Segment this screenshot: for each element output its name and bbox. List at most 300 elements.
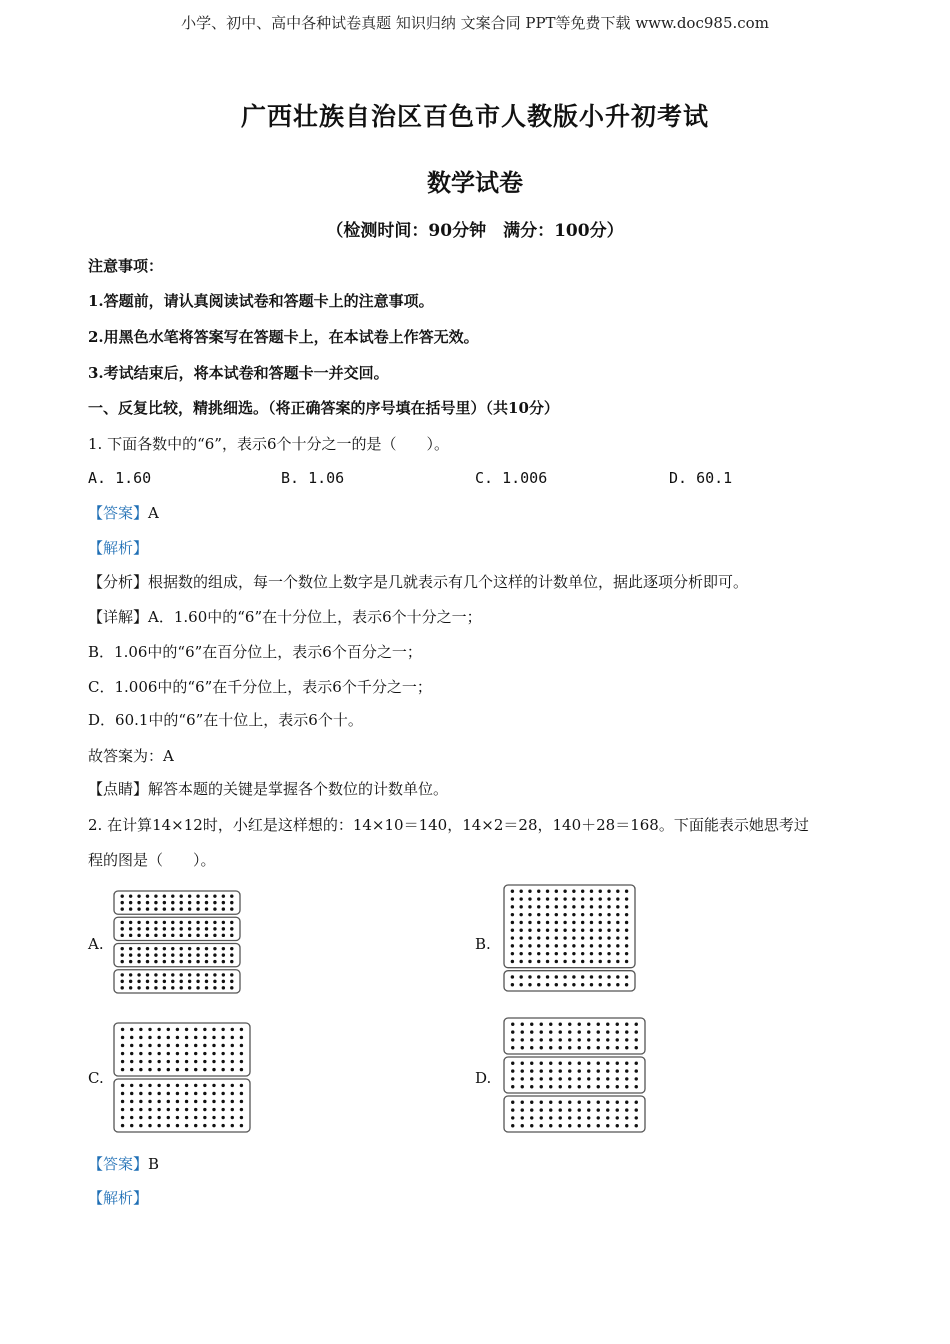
dot bbox=[530, 1085, 533, 1088]
dot bbox=[519, 890, 522, 893]
dot bbox=[537, 944, 540, 947]
dot bbox=[528, 983, 531, 986]
dot bbox=[563, 921, 566, 924]
dot bbox=[616, 1030, 619, 1033]
dot bbox=[606, 1116, 609, 1119]
dot bbox=[163, 901, 166, 904]
dot bbox=[555, 929, 558, 932]
detail-line: D．60.1中的“6”在十位上，表示6个十。 bbox=[88, 711, 363, 729]
dot bbox=[521, 1085, 524, 1088]
dot bbox=[559, 1085, 562, 1088]
dot bbox=[519, 897, 522, 900]
dot bbox=[148, 1036, 151, 1039]
dot bbox=[137, 960, 140, 963]
dot bbox=[616, 929, 619, 932]
dot bbox=[171, 894, 174, 897]
dot bbox=[511, 897, 514, 900]
dot bbox=[521, 1062, 524, 1065]
dot bbox=[559, 1062, 562, 1065]
dot bbox=[137, 927, 140, 930]
dot bbox=[167, 1068, 170, 1071]
dot bbox=[167, 1044, 170, 1047]
dot-group-frame bbox=[504, 971, 635, 991]
dot bbox=[511, 1030, 514, 1033]
dot bbox=[212, 1084, 215, 1087]
dot bbox=[121, 907, 124, 910]
dot bbox=[129, 934, 132, 937]
dot bbox=[213, 960, 216, 963]
dot bbox=[511, 890, 514, 893]
dot bbox=[240, 1124, 243, 1127]
dot bbox=[163, 973, 166, 976]
dot bbox=[240, 1092, 243, 1095]
dot bbox=[597, 1030, 600, 1033]
dot bbox=[511, 1108, 514, 1111]
dot bbox=[606, 1023, 609, 1026]
dot bbox=[171, 973, 174, 976]
dot bbox=[511, 1101, 514, 1104]
dot bbox=[572, 913, 575, 916]
dot bbox=[196, 934, 199, 937]
dot bbox=[157, 1100, 160, 1103]
dot bbox=[625, 1124, 628, 1127]
dot bbox=[157, 1084, 160, 1087]
dot bbox=[568, 1023, 571, 1026]
dot bbox=[163, 921, 166, 924]
dot bbox=[230, 953, 233, 956]
dot bbox=[154, 901, 157, 904]
dot bbox=[528, 921, 531, 924]
dot bbox=[616, 1124, 619, 1127]
dot bbox=[212, 1052, 215, 1055]
dot bbox=[537, 897, 540, 900]
dot bbox=[167, 1092, 170, 1095]
dot bbox=[607, 936, 610, 939]
dot bbox=[599, 890, 602, 893]
dot bbox=[607, 890, 610, 893]
dot bbox=[606, 1101, 609, 1104]
dot bbox=[597, 1023, 600, 1026]
dot bbox=[578, 1101, 581, 1104]
dot bbox=[616, 1085, 619, 1088]
dot bbox=[180, 921, 183, 924]
dot bbox=[555, 944, 558, 947]
dot bbox=[581, 952, 584, 955]
dot bbox=[212, 1100, 215, 1103]
dot bbox=[163, 986, 166, 989]
dot bbox=[599, 897, 602, 900]
dot bbox=[540, 1116, 543, 1119]
dot bbox=[528, 929, 531, 932]
dot bbox=[549, 1108, 552, 1111]
dot bbox=[625, 905, 628, 908]
dot bbox=[121, 1036, 124, 1039]
dot bbox=[139, 1044, 142, 1047]
dot bbox=[555, 897, 558, 900]
dot bbox=[528, 952, 531, 955]
dot bbox=[163, 980, 166, 983]
dot bbox=[511, 929, 514, 932]
dot-group-frame bbox=[504, 1018, 645, 1054]
dot bbox=[130, 1092, 133, 1095]
dot bbox=[148, 1060, 151, 1063]
dot bbox=[625, 936, 628, 939]
dot bbox=[616, 983, 619, 986]
dot bbox=[171, 907, 174, 910]
dot bbox=[121, 1068, 124, 1071]
dot bbox=[221, 1108, 224, 1111]
dot bbox=[537, 905, 540, 908]
dot bbox=[540, 1046, 543, 1049]
dot bbox=[606, 1108, 609, 1111]
dot bbox=[549, 1085, 552, 1088]
dot bbox=[587, 1023, 590, 1026]
dot bbox=[537, 960, 540, 963]
dot bbox=[212, 1108, 215, 1111]
dot bbox=[563, 983, 566, 986]
answer-line bbox=[88, 1153, 159, 1174]
dot bbox=[139, 1100, 142, 1103]
dot bbox=[625, 1062, 628, 1065]
dot-figure-c bbox=[113, 1022, 251, 1133]
exam-info: （检测时间：90分钟 满分：100分） bbox=[326, 221, 624, 241]
dot bbox=[519, 913, 522, 916]
dot bbox=[154, 973, 157, 976]
dot bbox=[213, 927, 216, 930]
dot bbox=[188, 980, 191, 983]
dot bbox=[555, 921, 558, 924]
dot bbox=[568, 1085, 571, 1088]
dot bbox=[240, 1028, 243, 1031]
dot bbox=[157, 1044, 160, 1047]
dot bbox=[137, 901, 140, 904]
dot bbox=[546, 975, 549, 978]
dot bbox=[139, 1116, 142, 1119]
dot bbox=[597, 1124, 600, 1127]
dot bbox=[139, 1060, 142, 1063]
dot bbox=[167, 1028, 170, 1031]
dot bbox=[148, 1116, 151, 1119]
dot bbox=[121, 953, 124, 956]
answer-tag: 【答案】 bbox=[88, 504, 149, 522]
dot bbox=[129, 921, 132, 924]
dot bbox=[530, 1062, 533, 1065]
dot bbox=[203, 1084, 206, 1087]
dot bbox=[205, 953, 208, 956]
dot bbox=[530, 1046, 533, 1049]
dot bbox=[599, 929, 602, 932]
dot bbox=[597, 1046, 600, 1049]
dot bbox=[521, 1077, 524, 1080]
dot bbox=[559, 1116, 562, 1119]
dot bbox=[213, 986, 216, 989]
dot bbox=[129, 973, 132, 976]
dot bbox=[240, 1060, 243, 1063]
dot bbox=[231, 1124, 234, 1127]
dot bbox=[203, 1100, 206, 1103]
dot bbox=[230, 894, 233, 897]
dot bbox=[568, 1030, 571, 1033]
dot bbox=[157, 1124, 160, 1127]
dot bbox=[180, 901, 183, 904]
dot bbox=[572, 921, 575, 924]
dot bbox=[185, 1052, 188, 1055]
section-heading: 一、反复比较，精挑细选。（将正确答案的序号填在括号里）（共10分） bbox=[88, 399, 559, 417]
dot bbox=[231, 1092, 234, 1095]
dot bbox=[154, 953, 157, 956]
dot bbox=[146, 980, 149, 983]
dot bbox=[213, 901, 216, 904]
detail-tag: 【详解】 bbox=[88, 608, 149, 626]
dot bbox=[205, 980, 208, 983]
dot bbox=[222, 901, 225, 904]
dot bbox=[203, 1052, 206, 1055]
dot bbox=[607, 975, 610, 978]
dot bbox=[530, 1108, 533, 1111]
dot bbox=[171, 934, 174, 937]
dot bbox=[180, 907, 183, 910]
dot bbox=[231, 1028, 234, 1031]
dot bbox=[148, 1092, 151, 1095]
dot bbox=[137, 907, 140, 910]
dot bbox=[606, 1124, 609, 1127]
dot bbox=[194, 1124, 197, 1127]
dot bbox=[625, 1030, 628, 1033]
dot bbox=[625, 1038, 628, 1041]
dot bbox=[121, 980, 124, 983]
dot bbox=[171, 927, 174, 930]
dot bbox=[616, 952, 619, 955]
dot bbox=[231, 1036, 234, 1039]
dot bbox=[212, 1060, 215, 1063]
dot bbox=[625, 1069, 628, 1072]
dot bbox=[616, 1062, 619, 1065]
dot bbox=[222, 986, 225, 989]
fenxi-tag: 【分析】 bbox=[88, 573, 149, 591]
dot-group-frame bbox=[114, 1023, 250, 1076]
dot bbox=[616, 975, 619, 978]
dot bbox=[559, 1069, 562, 1072]
dot bbox=[121, 927, 124, 930]
dot bbox=[203, 1124, 206, 1127]
dot bbox=[129, 901, 132, 904]
dot bbox=[130, 1052, 133, 1055]
dot bbox=[157, 1036, 160, 1039]
dot bbox=[146, 986, 149, 989]
dot bbox=[222, 921, 225, 924]
dot bbox=[537, 913, 540, 916]
dot bbox=[203, 1108, 206, 1111]
dot bbox=[130, 1084, 133, 1087]
dot bbox=[203, 1044, 206, 1047]
dot bbox=[194, 1044, 197, 1047]
dot bbox=[129, 960, 132, 963]
notice-item: 3.考试结束后，将本试卷和答题卡一并交回。 bbox=[88, 364, 389, 382]
dot bbox=[213, 921, 216, 924]
dot bbox=[194, 1060, 197, 1063]
dot bbox=[121, 921, 124, 924]
dot bbox=[606, 1069, 609, 1072]
dot bbox=[625, 975, 628, 978]
dot bbox=[154, 934, 157, 937]
dot bbox=[521, 1030, 524, 1033]
detail-line bbox=[88, 606, 482, 627]
dot bbox=[222, 973, 225, 976]
dot bbox=[194, 1100, 197, 1103]
dot bbox=[176, 1036, 179, 1039]
dot bbox=[157, 1068, 160, 1071]
dot bbox=[607, 952, 610, 955]
dot bbox=[563, 929, 566, 932]
dot bbox=[572, 890, 575, 893]
dot bbox=[121, 960, 124, 963]
dot bbox=[568, 1062, 571, 1065]
dot bbox=[587, 1030, 590, 1033]
dot bbox=[625, 1108, 628, 1111]
dot bbox=[213, 953, 216, 956]
dot-group-frame bbox=[504, 1057, 645, 1093]
dot bbox=[540, 1062, 543, 1065]
dot bbox=[616, 905, 619, 908]
dot bbox=[563, 905, 566, 908]
dot bbox=[130, 1068, 133, 1071]
dot bbox=[203, 1060, 206, 1063]
dot bbox=[546, 960, 549, 963]
dot bbox=[519, 983, 522, 986]
dot bbox=[139, 1108, 142, 1111]
dot bbox=[581, 897, 584, 900]
dot bbox=[221, 1044, 224, 1047]
dot bbox=[146, 927, 149, 930]
dot bbox=[154, 980, 157, 983]
dot bbox=[530, 1023, 533, 1026]
dot bbox=[154, 986, 157, 989]
dot bbox=[157, 1028, 160, 1031]
dot bbox=[129, 953, 132, 956]
dot bbox=[563, 890, 566, 893]
dot bbox=[154, 894, 157, 897]
dot bbox=[519, 905, 522, 908]
dot bbox=[194, 1092, 197, 1095]
dot bbox=[599, 960, 602, 963]
dot bbox=[555, 913, 558, 916]
dot bbox=[121, 986, 124, 989]
dot bbox=[180, 947, 183, 950]
dot-figure-a bbox=[113, 890, 241, 994]
dot bbox=[213, 973, 216, 976]
dot bbox=[222, 894, 225, 897]
dot bbox=[572, 936, 575, 939]
dot bbox=[511, 1085, 514, 1088]
dot bbox=[130, 1044, 133, 1047]
dot bbox=[185, 1028, 188, 1031]
dot bbox=[205, 947, 208, 950]
dot bbox=[205, 973, 208, 976]
dot bbox=[139, 1068, 142, 1071]
dot bbox=[607, 929, 610, 932]
dot bbox=[205, 921, 208, 924]
dot bbox=[537, 929, 540, 932]
dot bbox=[148, 1124, 151, 1127]
dot bbox=[157, 1060, 160, 1063]
dot bbox=[221, 1084, 224, 1087]
dot bbox=[154, 907, 157, 910]
dot bbox=[137, 953, 140, 956]
dot bbox=[231, 1044, 234, 1047]
dot bbox=[590, 960, 593, 963]
dot bbox=[188, 921, 191, 924]
dot bbox=[587, 1085, 590, 1088]
dot bbox=[171, 921, 174, 924]
dot bbox=[559, 1030, 562, 1033]
dot bbox=[167, 1036, 170, 1039]
dot bbox=[607, 905, 610, 908]
dot bbox=[146, 973, 149, 976]
dot bbox=[121, 1044, 124, 1047]
dot bbox=[185, 1068, 188, 1071]
dot bbox=[555, 975, 558, 978]
dot-group-frame bbox=[504, 1096, 645, 1132]
dot bbox=[185, 1044, 188, 1047]
dot bbox=[616, 1116, 619, 1119]
dot bbox=[511, 952, 514, 955]
dot bbox=[590, 952, 593, 955]
detail-line: C．1.006中的“6”在千分位上，表示6个千分之一； bbox=[88, 678, 432, 696]
conclusion: 故答案为：A bbox=[88, 747, 174, 765]
dot bbox=[530, 1101, 533, 1104]
dot bbox=[196, 960, 199, 963]
dot bbox=[587, 1077, 590, 1080]
dot bbox=[587, 1069, 590, 1072]
dot bbox=[240, 1044, 243, 1047]
dot bbox=[581, 921, 584, 924]
dot bbox=[607, 897, 610, 900]
dot bbox=[540, 1038, 543, 1041]
dot bbox=[590, 944, 593, 947]
dot bbox=[221, 1068, 224, 1071]
dot bbox=[157, 1092, 160, 1095]
dot bbox=[196, 901, 199, 904]
dot bbox=[549, 1030, 552, 1033]
dot bbox=[555, 890, 558, 893]
dot bbox=[568, 1077, 571, 1080]
dot bbox=[130, 1028, 133, 1031]
dot bbox=[555, 952, 558, 955]
dot bbox=[555, 983, 558, 986]
dot bbox=[606, 1062, 609, 1065]
dot bbox=[157, 1052, 160, 1055]
dot bbox=[511, 983, 514, 986]
dot bbox=[587, 1062, 590, 1065]
notice-item: 2.用黑色水笔将答案写在答题卡上，在本试卷上作答无效。 bbox=[88, 328, 479, 346]
dot bbox=[528, 897, 531, 900]
dot-figure-d bbox=[503, 1017, 646, 1133]
dot bbox=[540, 1108, 543, 1111]
dot bbox=[121, 947, 124, 950]
dot bbox=[521, 1108, 524, 1111]
dot bbox=[121, 901, 124, 904]
dot bbox=[212, 1092, 215, 1095]
dot bbox=[203, 1028, 206, 1031]
dot bbox=[528, 913, 531, 916]
dot bbox=[635, 1077, 638, 1080]
dot bbox=[597, 1077, 600, 1080]
dot bbox=[139, 1084, 142, 1087]
dot bbox=[196, 947, 199, 950]
exam-subtitle: 数学试卷 bbox=[427, 168, 523, 197]
dot bbox=[568, 1124, 571, 1127]
dot bbox=[180, 986, 183, 989]
